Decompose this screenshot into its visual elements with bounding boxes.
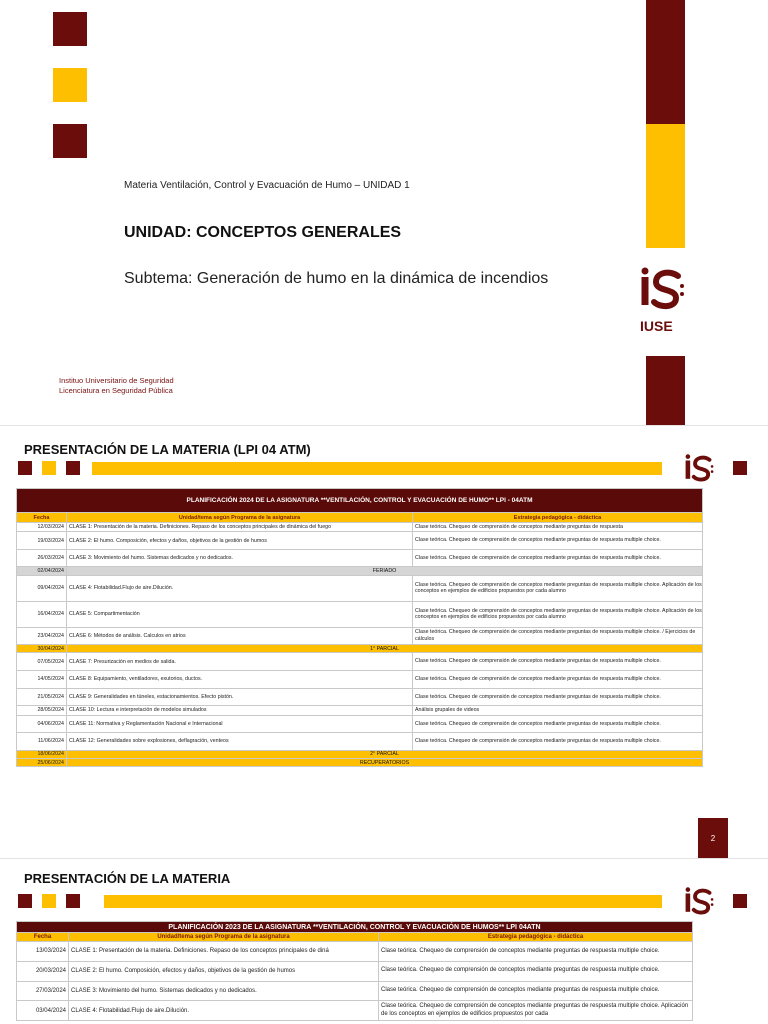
- strategy-cell: Clase teórica. Chequeo de comprensión de conceptos mediante preguntas de respuesta multiple choice.: [413, 715, 703, 733]
- date-cell: 27/03/2024: [17, 981, 69, 1001]
- decor-square-maroon: [53, 12, 87, 46]
- decor-square-maroon: [733, 461, 747, 475]
- unit-cell: CLASE 6: Métodos de análisis. Calculos en atrios: [67, 627, 413, 645]
- date-cell: 13/03/2024: [17, 942, 69, 962]
- slide-heading: PRESENTACIÓN DE LA MATERIA (LPI 04 ATM): [24, 442, 311, 457]
- exam-label: 2° PARCIAL: [67, 750, 703, 758]
- strategy-cell: Clase teórica. Chequeo de comprensión de conceptos mediante preguntas de respuesta multiple choice.: [413, 688, 703, 706]
- date-cell: 04/06/2024: [17, 715, 67, 733]
- unit-cell: CLASE 10: Lectura e interpretación de modelos simulados: [67, 706, 413, 715]
- strategy-cell: Clase teórica. Chequeo de comprensión de conceptos mediante preguntas de respuesta multiple choice. Aplicación de los conceptos en ejemplos de edificios propuestos por cada alumno: [413, 575, 703, 601]
- strategy-cell: Clase teórica. Chequeo de comprensión de conceptos mediante preguntas de respuesta: [413, 523, 703, 532]
- iuse-logo-icon: [636, 266, 688, 314]
- decor-square-maroon: [18, 894, 32, 908]
- decor-bar-maroon: [646, 0, 685, 124]
- unit-cell: CLASE 3: Movimiento del humo. Sistemas dedicados y no dedicados.: [67, 549, 413, 567]
- table-row: [17, 601, 703, 627]
- date-cell: 12/03/2024: [17, 523, 67, 532]
- table-title: PLANIFICACIÓN 2023 DE LA ASIGNATURA **VENTILACIÓN, CONTROL Y EVACUACIÓN DE HUMOS** LPI 04ATN: [17, 922, 693, 933]
- planning-slide-2023: [0, 858, 768, 1024]
- institute-name: Instituo Universitario de Seguridad: [59, 376, 174, 385]
- unit-cell: CLASE 7: Presurización en medios de salida.: [67, 653, 413, 671]
- date-cell: 21/05/2024: [17, 688, 67, 706]
- date-cell: 14/05/2024: [17, 671, 67, 689]
- table-title: PLANIFICACIÓN 2024 DE LA ASIGNATURA **VENTILACIÓN, CONTROL Y EVACUACIÓN DE HUMO** LPI - 04ATM: [17, 489, 703, 513]
- holiday-label: FERIADO: [67, 567, 703, 575]
- unit-cell: CLASE 3: Movimiento del humo. Sistemas dedicados y no dedicados.: [69, 981, 379, 1001]
- date-cell: 03/04/2024: [17, 1001, 69, 1021]
- exam-label: 1° PARCIAL: [67, 645, 703, 653]
- table-row: [17, 575, 703, 601]
- column-header-date: Fecha: [17, 933, 69, 942]
- column-header-unit: Unidad/tema según Programa de la asignatura: [67, 513, 413, 523]
- slide-heading: PRESENTACIÓN DE LA MATERIA: [24, 871, 231, 886]
- column-header-strategy: Estrategia pedagógica - didáctica: [413, 513, 703, 523]
- decor-square-maroon: [733, 894, 747, 908]
- decor-square-maroon: [66, 894, 80, 908]
- strategy-cell: Clase teórica. Chequeo de comprensión de conceptos mediante preguntas de respuesta multiple choice.: [413, 653, 703, 671]
- date-cell: 07/05/2024: [17, 653, 67, 671]
- column-header-unit: Unidad/tema según Programa de la asignatura: [69, 933, 379, 942]
- table-row: [17, 759, 703, 767]
- table-row: [17, 981, 693, 1001]
- table-row: [17, 567, 703, 575]
- table-row: [17, 532, 703, 550]
- decor-bar-gold: [646, 124, 685, 248]
- table-row: [17, 1001, 693, 1021]
- strategy-cell: Análisis grupales de videos: [413, 706, 703, 715]
- unit-cell: CLASE 9: Generalidades en túneles, estacionamientos. Efecto pistón.: [67, 688, 413, 706]
- table-row: [17, 961, 693, 981]
- unit-cell: CLASE 2: El humo. Composición, efectos y daños, objetivos de la gestión de humos: [69, 961, 379, 981]
- exam-label: RECUPERATORIOS: [67, 759, 703, 767]
- date-cell: 26/03/2024: [17, 549, 67, 567]
- decor-square-gold: [53, 68, 87, 102]
- date-cell: 09/04/2024: [17, 575, 67, 601]
- decor-gold-bar: [104, 895, 662, 908]
- date-cell: 28/05/2024: [17, 706, 67, 715]
- table-row: [17, 645, 703, 653]
- strategy-cell: Clase teórica. Chequeo de comprensión de conceptos mediante preguntas de respuesta multiple choice.: [413, 549, 703, 567]
- date-cell: 23/04/2024: [17, 627, 67, 645]
- iuse-logo-icon: [682, 452, 716, 486]
- decor-square-maroon: [53, 124, 87, 158]
- planning-slide-2024: [0, 425, 768, 858]
- unit-cell: CLASE 2: El humo. Composición, efectos y daños, objetivos de la gestión de humos: [67, 532, 413, 550]
- date-cell: 02/04/2024: [17, 567, 67, 575]
- table-body: [17, 523, 703, 767]
- iuse-logo-icon: [682, 885, 716, 919]
- table-row: [17, 671, 703, 689]
- table-row: [17, 942, 693, 962]
- column-header-date: Fecha: [17, 513, 67, 523]
- course-meta: Materia Ventilación, Control y Evacuación de Humo – UNIDAD 1: [124, 180, 410, 191]
- unit-title: UNIDAD: CONCEPTOS GENERALES: [124, 224, 402, 241]
- table-row: [17, 706, 703, 715]
- strategy-cell: Clase teórica. Chequeo de comprensión de conceptos mediante preguntas de respuesta multiple choice.: [379, 942, 693, 962]
- decor-square-gold: [42, 894, 56, 908]
- degree-name: Licenciatura en Seguridad Pública: [59, 385, 173, 395]
- strategy-cell: Clase teórica. Chequeo de comprensión de conceptos mediante preguntas de respuesta multiple choice.: [413, 671, 703, 689]
- date-cell: 11/06/2024: [17, 733, 67, 751]
- date-cell: 25/06/2024: [17, 759, 67, 767]
- table-body: [17, 942, 693, 1021]
- unit-cell: CLASE 4: Flotabilidad.Flujo de aire.Dilución.: [69, 1001, 379, 1021]
- strategy-cell: Clase teórica. Chequeo de comprensión de conceptos mediante preguntas de respuesta multiple choice. Aplicación de los conceptos en ejemplos de edificios propuestos por cada: [379, 1001, 693, 1021]
- strategy-cell: Clase teórica. Chequeo de comprensión de conceptos mediante preguntas de respuesta multiple choice. / Ejercicios de cálculos: [413, 627, 703, 645]
- decor-square-maroon: [66, 461, 80, 475]
- strategy-cell: Clase teórica. Chequeo de comprensión de conceptos mediante preguntas de respuesta multiple choice.: [379, 961, 693, 981]
- decor-gold-bar: [92, 462, 662, 475]
- date-cell: 19/03/2024: [17, 532, 67, 550]
- iuse-logo-small: [682, 452, 716, 486]
- unit-cell: CLASE 4: Flotabilidad.Flujo de aire.Dilución.: [67, 575, 413, 601]
- decor-square-maroon: [18, 461, 32, 475]
- iuse-logo: [636, 266, 688, 338]
- date-cell: 30/04/2024: [17, 645, 67, 653]
- strategy-cell: Clase teórica. Chequeo de comprensión de conceptos mediante preguntas de respuesta multiple choice.: [413, 532, 703, 550]
- title-slide: [0, 0, 768, 425]
- date-cell: 20/03/2024: [17, 961, 69, 981]
- strategy-cell: Clase teórica. Chequeo de comprensión de conceptos mediante preguntas de respuesta multiple choice. Aplicación de los conceptos en ejemplos de edificios propuestos por cada alumno: [413, 601, 703, 627]
- table-row: [17, 715, 703, 733]
- unit-cell: CLASE 1: Presentación de la materia. Definiciones. Repaso de los conceptos principales de diná: [69, 942, 379, 962]
- column-header-strategy: Estrategia pedagógica - didáctica: [379, 933, 693, 942]
- decor-bar-maroon: [646, 356, 685, 425]
- table-row: [17, 549, 703, 567]
- table-row: [17, 653, 703, 671]
- unit-cell: CLASE 8: Equipamiento, ventiladores, exutorios, ductos.: [67, 671, 413, 689]
- table-row: [17, 523, 703, 532]
- unit-cell: CLASE 5: Compartimentación: [67, 601, 413, 627]
- unit-cell: CLASE 12: Generalidades sobre explosiones, deflagración, venteos: [67, 733, 413, 751]
- strategy-cell: Clase teórica. Chequeo de comprensión de conceptos mediante preguntas de respuesta multiple choice.: [379, 981, 693, 1001]
- planning-table-2023: [16, 921, 693, 1021]
- planning-table-2024: [16, 488, 703, 767]
- unit-cell: CLASE 11: Normativa y Reglamentación Nacional e Internacional: [67, 715, 413, 733]
- iuse-logo-small: [682, 885, 716, 919]
- table-row: [17, 750, 703, 758]
- subtopic: Subtema: Generación de humo en la dinámica de incendios: [124, 270, 549, 287]
- decor-square-gold: [42, 461, 56, 475]
- logo-text: IUSE: [640, 318, 673, 334]
- strategy-cell: Clase teórica. Chequeo de comprensión de conceptos mediante preguntas de respuesta multiple choice.: [413, 733, 703, 751]
- table-row: [17, 627, 703, 645]
- unit-cell: CLASE 1: Presentación de la materia. Definiciones. Repaso de los conceptos principales de dinámica del fuego: [67, 523, 413, 532]
- date-cell: 18/06/2024: [17, 750, 67, 758]
- table-row: [17, 688, 703, 706]
- table-row: [17, 733, 703, 751]
- date-cell: 16/04/2024: [17, 601, 67, 627]
- institute-block: [59, 376, 174, 396]
- page-number-badge: 2: [698, 818, 728, 858]
